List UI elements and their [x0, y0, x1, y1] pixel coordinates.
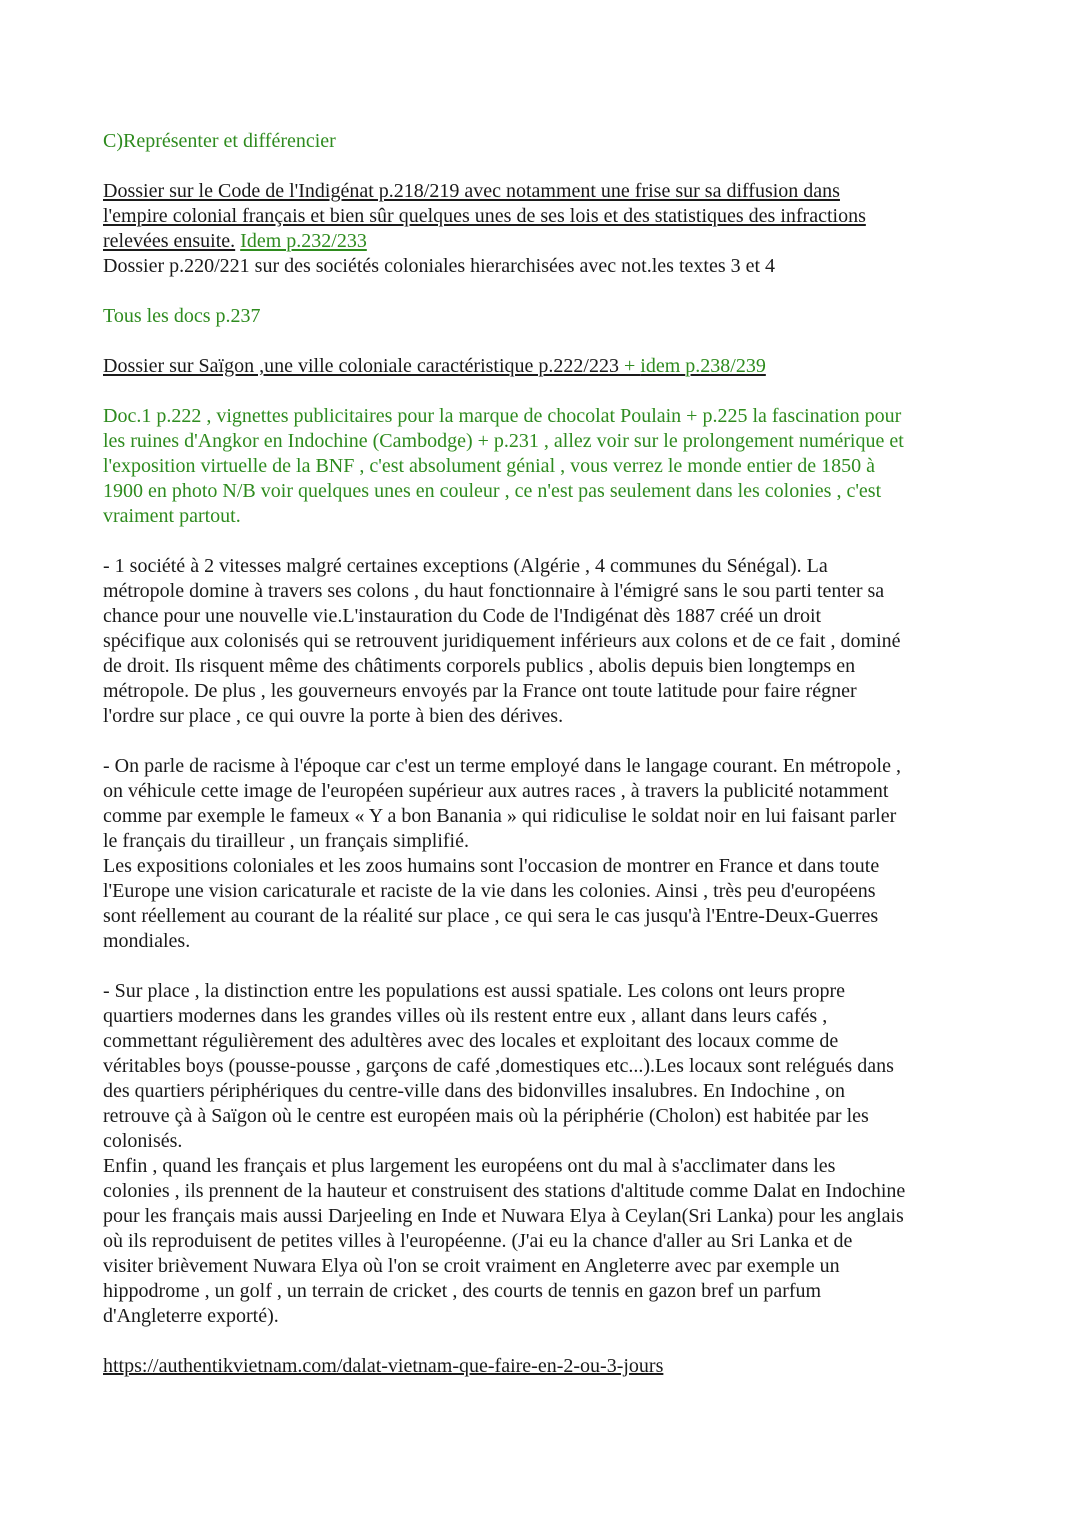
dossier-indigenat	[103, 179, 1003, 254]
paragraph-line: où ils reproduisent de petites villes à l'européenne. (J'ai eu la chance d'aller au Sri Lanka et de	[103, 1230, 853, 1252]
doc1-paragraph	[103, 404, 1003, 529]
paragraph-line: colonies , ils prennent de la hauteur et construisent des stations d'altitude comme Dalat en Indochine	[103, 1180, 906, 1202]
paragraph-line: commettant régulièrement des adultères avec des locales et exploitant des locaux comme de	[103, 1030, 839, 1052]
paragraph-line: Les expositions coloniales et les zoos humains sont l'occasion de montrer en France et dans toute	[103, 855, 880, 877]
paragraph-line: colonisés.	[103, 1130, 183, 1152]
doc1-line: 1900 en photo N/B voir quelques unes en couleur , ce n'est pas seulement dans les colonies , c'est	[103, 480, 882, 502]
doc1-line: les ruines d'Angkor en Indochine (Cambodge) + p.231 , allez voir sur le prolongement numérique et	[103, 430, 904, 452]
paragraph-line: métropole domine à travers ses colons , du haut fonctionnaire à l'émigré sans le sou parti tenter sa	[103, 580, 885, 602]
paragraph-line: Enfin , quand les français et plus largement les européens ont du mal à s'acclimater dans les	[103, 1155, 836, 1177]
paragraph-line: spécifique aux colonisés qui se retrouvent juridiquement inférieurs aux colons et de ce fait , dominé	[103, 630, 901, 652]
paragraph-line: hippodrome , un golf , un terrain de cricket , des courts de tennis en gazon bref un parfum	[103, 1280, 822, 1302]
paragraph-line: métropole. De plus , les gouverneurs envoyés par la France ont toute latitude pour faire régner	[103, 680, 857, 702]
dossier-saigon-idem: idem	[640, 355, 686, 377]
document-page	[103, 129, 1003, 1379]
paragraph-line: l'Europe une vision caricaturale et raciste de la vie dans les colonies. Ainsi , très peu d'européens	[103, 880, 876, 902]
paragraph-line: des quartiers périphériques du centre-ville dans des bidonvilles insalubres. En Indochine , on	[103, 1080, 846, 1102]
paragraph-line: visiter brièvement Nuwara Elya où l'on se croit vraiment en Angleterre avec par exemple un	[103, 1255, 840, 1277]
dossier-societes: Dossier p.220/221 sur des sociétés coloniales hierarchisées avec not.les textes 3 et 4	[103, 255, 776, 277]
paragraph-line: l'ordre sur place , ce qui ouvre la porte à bien des dérives.	[103, 705, 564, 727]
tous-les-docs: Tous les docs p.237	[103, 305, 261, 327]
dossier-indigenat-line-1: Dossier sur le Code de l'Indigénat p.218/219 avec notamment une frise sur sa diffusion dans	[103, 180, 840, 202]
paragraph-societe	[103, 554, 1003, 729]
paragraph-line: - Sur place , la distinction entre les populations est aussi spatiale. Les colons ont leurs propre	[103, 980, 846, 1002]
paragraph-line: on véhicule cette image de l'européen supérieur aux autres races , à travers la publicité notamment	[103, 780, 889, 802]
dalat-link[interactable]: https://authentikvietnam.com/dalat-vietnam-que-faire-en-2-ou-3-jours	[103, 1355, 664, 1377]
dossier-saigon	[103, 354, 1003, 379]
dossier-saigon-idem-page: p.238/239	[685, 355, 766, 377]
doc1-line: vraiment partout.	[103, 505, 241, 527]
paragraph-spatial	[103, 979, 1003, 1329]
idem-pages: Idem p.232/233	[240, 230, 367, 252]
section-heading: C)Représenter et différencier	[103, 130, 336, 152]
paragraph-line: d'Angleterre exporté).	[103, 1305, 279, 1327]
dossier-indigenat-line-2: l'empire colonial français et bien sûr quelques unes de ses lois et des statistiques des infractions	[103, 205, 866, 227]
paragraph-line: retrouve çà à Saïgon où le centre est européen mais où la périphérie (Cholon) est habitée par les	[103, 1105, 869, 1127]
paragraph-line: quartiers modernes dans les grandes villes où ils restent entre eux , allant dans leurs cafés ,	[103, 1005, 828, 1027]
paragraph-line: comme par exemple le fameux « Y a bon Banania » qui ridiculise le soldat noir en lui faisant parler	[103, 805, 897, 827]
dossier-saigon-main: Dossier sur Saïgon ,une ville coloniale caractéristique p.222/223	[103, 355, 619, 377]
paragraph-line: le français du tirailleur , un français simplifié.	[103, 830, 469, 852]
paragraph-line: véritables boys (pousse-pousse , garçons de café ,domestiques etc...).Les locaux sont relégués dans	[103, 1055, 894, 1077]
dossier-indigenat-line-3: relevées ensuite.	[103, 230, 236, 252]
paragraph-line: de droit. Ils risquent même des châtiments corporels publics , abolis depuis bien longtemps en	[103, 655, 856, 677]
paragraph-line: - 1 société à 2 vitesses malgré certaines exceptions (Algérie , 4 communes du Sénégal). La	[103, 555, 828, 577]
paragraph-line: pour les français mais aussi Darjeeling en Inde et Nuwara Elya à Ceylan(Sri Lanka) pour les anglais	[103, 1205, 904, 1227]
paragraph-racisme	[103, 754, 1003, 954]
dossier-saigon-plus: +	[618, 355, 641, 377]
paragraph-line: mondiales.	[103, 930, 191, 952]
doc1-line: Doc.1 p.222 , vignettes publicitaires pour la marque de chocolat Poulain + p.225 la fascination pour	[103, 405, 902, 427]
paragraph-line: - On parle de racisme à l'époque car c'est un terme employé dans le langage courant. En métropole ,	[103, 755, 901, 777]
paragraph-line: sont réellement au courant de la réalité sur place , ce qui sera le cas jusqu'à l'Entre-Deux-Guerres	[103, 905, 879, 927]
doc1-line: l'exposition virtuelle de la BNF , c'est absolument génial , vous verrez le monde entier de 1850 à	[103, 455, 876, 477]
paragraph-line: chance pour une nouvelle vie.L'instauration du Code de l'Indigénat dès 1887 créé un droit	[103, 605, 822, 627]
